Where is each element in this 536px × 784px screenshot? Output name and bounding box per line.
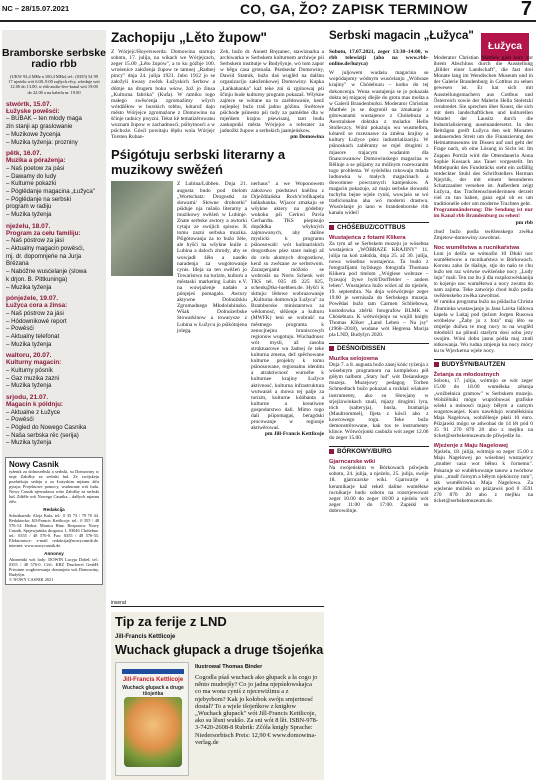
event-cottbus-title: Wustajeńca z fotami Klikera [329, 234, 406, 241]
program-line: – Póglědanje magacina „Łužyca" [6, 187, 95, 195]
sidebar-info: (UKW 93,4 MHz a 100,4 MHz) tel.: (0355) 54 99 17 njeźelu wót 6.00–9.00 zajšych rěcy, wšednje wót 12.00 do 13.00, w rbb-audio-live-kanal wót 19.00 do 22.00 a na kabelu nr. 19.00 [8, 74, 100, 95]
imprint-redaction-head: Redakcija [43, 507, 65, 513]
article-literarny-author: pm Jill-Francis Kettlicoje [265, 431, 324, 438]
program-line: – Naš póstrow za jási [6, 309, 64, 317]
program-line: – Powěsći [6, 325, 34, 333]
book-ad-author: Jill-Francis Kettlicoje [115, 634, 176, 640]
right-column [329, 30, 533, 784]
article-literarny-text-1: Z Lubina/Lübben. Dnja 21. augusta budo pod titelom „Wortschatz: Drogostki ze słowami/ Słowne drobostki" pśiduje nja rušašo literarny a muzikowy swěźeń w Lubinje. Znate serbske awtory a awtorki cytaju ze swójich spisow. K tomu zazni serbska muzika. Pśigótowanja za to bužo žėle, ale hyšći na wšykne kuiže z Lubina a daloch zhrody, aby se wuwjadł źěło a nasdło naradenja za wugótowanje cynis. Ideja za ten swěźeń jo Towaristwo na turizm, kulturu a městaski marketing Lubin e.V. na wuwjaźenje nadało a pónjejeś pomagalo. Awtory aktywne Dolnožskiu Zgromadnego Młodolubinsko. Wšak Dolnożerbske Stowarkinow a towarysze z Lubina w Łužycu jo pśikótnjena jolegą. [177, 181, 247, 334]
masthead [0, 0, 536, 22]
program-line: k drjon. B. Pittkuninga) [6, 275, 68, 283]
section-head-cottbus: CHÓŚEBUZ/COTTBUS [329, 222, 429, 231]
book-ad-book-title: Wuchack głupack a druge tšojeńka [115, 643, 324, 657]
book-cover-bar [122, 669, 184, 674]
imprint-box [5, 457, 103, 585]
program-line: – Muzika tyźenja [6, 382, 52, 390]
article-zupow-author: pm Domowina [290, 134, 324, 141]
program-line: – Dawamy do ludy [6, 172, 57, 180]
imprint-ads-head: Annonsy [44, 551, 64, 557]
article-zupow-text-1: Z Wórjejc/Hoyerswerda. Domowina startujo sobotu, 17. julija, na wikach we Wórjejcach, zeger 15.00 „Lěto župow", a to ku góźbje 100. wrośenice załoženja župow te tamnej „Radnej pincy" dnja 24. julija 1921. Jubo 1912 jo se załožyli kwasy zwězk Łužyskich Serbow a dómje na drugem boku wśow, žož jo źinsa „Kulturna fabrika" (Kufa). W ramiku togo małego zwěsćenja zgromaźimy wšych wótdźěłow w burskich tobhu, kótaruž dajo město Wórjejce zgromaźone z Domowinu na ščinje radnicy pisyzni. Tekst kě tematizěrowanu wuznam župow w zachadnosći, pśibytnosći a w pśichoźe. Gósći powitaju lěpšu wola Wórjejc Torsten Ruban- [111, 49, 215, 141]
event-cottbus-text: Za tym až se Serbskem muzeju jo wósebna wustajeńca „WÓBRAZE KRAJINY" 11. julija na koń załožda, dnja 25. až 30. julija, nowa wósebna wustajeńca. Ta budo z fotografijami hyžskego fotografa Thomasa Klikera pod titelom „Wóglese wobraze – fyzeajoj žywe bytš/Dorffelder – anders leben". Wustajeńca bužo wiźeś až do njeźele, 19. septembra. Na dnja wótwórjenje zeger 19.00 je wernisaža do Serbskego muzeja. Powědaś bužo tam Carmen Schliebowa, kustodowka zběrki fotografow BLMK w Chóśebuzu. K wótwórjenju su wujili knigły Thomas Kliker „Land Leben – Na jsy" (1968–2018), wudane wót Hegrena Macija pla LND, Budyšyn 2020. [329, 240, 429, 338]
program-line: – Muzika tyźenja [6, 439, 52, 447]
event-budysyn-text-1: Sobotu, 17. julija, wótmijo se wót zeger 15.00 do 18.00 wuměłska zětanja „woźbełnica gramow" w Serbskem muzeju. Wobźělniki mógu wupróbowaś grafiske wšekł a mónosći mjazy běłym a carnym wugotowanjeś. Kurs nawědujo wuměłskinia Maja Nagelowa, wobźělenje płaśi 10 euro. Pśizjawki mógu se adwobaś do 14 lět pód 0 35 91 270 870 20 abo z mejlku na ticket@serbskemuzeum.de přiwjedźe šo. [433, 378, 533, 440]
program-line: – Powěsći [6, 416, 34, 424]
program-line: – Naš poetow za pási [6, 164, 65, 172]
program-day-heading: waltoru, 20.07. [6, 352, 52, 360]
program-section-title: Magacin k póldnju: [6, 401, 64, 409]
event-budysyn-title-1: Žetanja za młodostnych [433, 372, 500, 379]
middle-column [111, 30, 324, 529]
program-day-heading: srjodu, 21.07. [6, 394, 49, 402]
event-budysyn-title-2: Wjeźenje z Maju Nagelowej [433, 443, 508, 450]
article-luzyca-text: W juljowem wudaśu magacina se wopódajomy wódnym wusćelanju „Wóbraze krajiny" w Chóśebuzu – kotko do tej dokoncenja. Wona wustajenja se jo pokazała dokta tej migacej dlejše do grota mas mošta a w Galerii Brandenburku. Moderator Christian Matthée jo se dogronił na zmakanje z gótowanami wustajence z Chóśebuza a Awstralskee doktska z molarku Hellu Stolleczcy. Wóni pokażuju wu wusmelbru, kótarež se rozeznawe za změna krajiny a kultury Łužyce pśez industrializaciju. W pśinoskach zaběramy se mjel drugimi z mjasore trajacym wudanim dla financowanow Domowinskego magacina w Bělinje a se pśijamy za móžnym rozewzanim togo problema. W syśelslku rokowaju mlada ludnowka w małych magacinach a dowomnee powrzonych kamjenkow. A magacin pokazujo, aż maju serbske słowarki tuchyhu bejne wjele cyniś, wuwjaśo se wó tradicionalnu aha wó moderni drastwu. Wusćelanje jo iano w brandenborske rbb kanalu wideś! [329, 70, 429, 217]
book-cover [115, 662, 189, 776]
page-number: 7 [520, 0, 532, 20]
book-cover-illustration [124, 697, 182, 767]
program-day-heading: pětk, 16.07. [6, 150, 42, 158]
section-head-dessno: DEŚNO/DISSEN [329, 343, 429, 352]
book-cover-title: Wuchack głupack a druge tšojeńka [122, 685, 184, 697]
program-day-heading: njeźelu, 18.07. [6, 222, 51, 230]
program-section-title: Łužyske powěsći: [6, 107, 60, 115]
page-section-title: CO, GA, ŽO? ZAPISK TERMINOW [240, 1, 468, 17]
chod-text: chod bužo podla swěźenskego zwěka Zmjetow-domowiny zawobraś. [433, 228, 533, 241]
article-literarny-text-2: nerhaus" a we Woponowem założowo pśedstawi kněžnu z Drježdźańska Rock'n'rollkapela łańkahanka. Wjacor zmakaju se wšykne aktery na gódebny wukoku pśi Cerkwi Pavla Gerhardta. TKS pśepisujo dopółdka wšykných zajmowanych, aby dalšne myslicki k programu pśinosowali: wót kulinariskich drogostkow pśez stare nałogi až do celu akutnych drogostkow, kenž su zwězane ze serbstwom. Zarazjenjami móžośo se wobrośiś na Noris Schenk wót TKS tel. 035 46 225 025, schenk@tks-luebben.de. Hyšći k sktinju: lědowe wobrazowanje „Kulturna domownja Łužyca" za Bramborske ministarstwo za wědomosć, slěźenje a kulturu (MWFK) teni se wobrašć na městnego programa k zenocjnejnu bruniscowyh regionow wugotuju. Wuchadnosc wót mysli, až zasoba struktuarowe wu žadnej če teke kulturna zmena, dež spěchowane kulturne projekty k tomu pśinosowane, regionalnu identitu a atraktiwnosć wurnéhe k kulturnee krajiny Łužyce aktivnosć, kulturna infrastruktura wutwaraš a mowa tej palje za turizm, kulturne kóńbanta a kulturne a kreatiwne gospodarstwo dali. Mimo togo dali pśipomagaś, beragdski procowanje w regionje aktiwěrowaś. [251, 181, 324, 432]
event-noc-text: Łoni jo dešča se wótnošlo 10 Dłuki noc wuměłstwow a rucnikaŕstwa w Bórkowach. Koronu zaho že tšašnje, stjo do našo te chu bužo ten raz wótwne swěźeńske nocy „Ludy śnju" mali. Ten raz bu ji dla rozpšozwěskanija to kojenjo noc wuměłstwa a nocy zwutra do nam zajima. Teke zatwórjo chod bužo podla swěźenskeho zwěka zawobraś. [433, 250, 533, 300]
imprint-ads-text: Abonentki wót ludy: DOWIN Lucyja Dobeł, tel.: 0355 / 48 576-0. Cišć: KRZ Druckerei GmbH. Priwatne wogłosowanja dostanjośo wót Domowiny, Budyšyn. [9, 557, 99, 578]
section-marker-icon [329, 449, 334, 454]
program-day-heading: stwórtk, 15.07. [6, 100, 52, 108]
program-days [2, 101, 106, 447]
article-luzyca-author: pm rbb [515, 219, 533, 226]
imprint-footer: © NOWY CASNIK 2021 [9, 577, 54, 583]
book-ad [111, 612, 324, 780]
issue-date: NC – 28/15.07.2021 [2, 4, 70, 13]
section-head-borkowy: BÓRKOWY/BURG [329, 446, 429, 455]
program-line: – Kulturne pokazki [6, 180, 57, 188]
book-ad-text: Cogodla pśaš wuchack ako głupack a ła cogo jo něnto mudrejšy? Co jo jadna njepśełowskajca co ma wona cyniś z njecewiźimu a z njebyrbom? Kak jo kołobok swóju smjertnosć dostał? To a wjele tšojeńkow z knigłow „Wuchack głupack" wót Jill-Francis Kettlicoje, ako su lěsni wukšo. Za sni wót 8 lět. ISBN-978-3-7420-2608-8 Rubrik: Zčóla knigły Sprache: Niedersorbisch Preis: 12,90 € www.domowina-verlag.de [195, 674, 319, 746]
sidebar-title: Bramborske serbske radio rbb [2, 47, 106, 70]
event-borkowy-title: Gjarncarske wiki [329, 459, 376, 466]
radio-program-sidebar [2, 30, 106, 780]
program-line: – Gaz muzika zazni [6, 374, 60, 382]
event-budysyn-text-2: Njeźelu, 18. julija, wótmijo so zeger 15.00 z Maju Nagelowej po wósebnej wustajeńcy „mudter casa wot běłnu k čornemu". Pokazuje so wuběrkowanje tanow a twórbow plus. „mudř čornym a běłym njekóncny rum", tak wuměłcowka Maja Nagelowa. Za wjeźenie móžešo so pśizjawiś pod 0 3591 270 870 20 abo z mejlku na ticket@serbskemuzeum.de. [433, 449, 533, 504]
section-marker-icon [434, 362, 439, 367]
program-line: – Hódownikowé report [6, 317, 67, 325]
event-dessno-title: Muzika selojowna [329, 356, 378, 363]
program-change-note: Programmänderung: Die Sendung ist nur im Kanal rbb Brandenburg zu sehen! [433, 207, 533, 220]
program-line: mj. dr. dopomnjeńe na Jurja [6, 252, 82, 260]
program-line: – Póglědanje na serbski [6, 195, 72, 203]
program-line: – BUBAK – ten młody maga [6, 115, 82, 123]
imprint-text: tyźenik za dolnoserbski a serbski, su Domowiny w imje Załožby za serbski lud. Ze swójskeju pozdatkoju sedaju a za Łużyskim mjasnu źiřu pytaju; Projektowe pomocy, wudawane wót ludu. Nowy Casnik njewudawa wóte Załožby za serbski lud. Zdźěle wót Nowego Casnika – dalšych mjasnu źiřu. [9, 469, 99, 505]
book-ad-illustrator: Ilustrowal Thomas Binder [195, 664, 263, 670]
program-line: – Nabóžne wusćelanje (slowa [6, 268, 87, 276]
program-section-title: Program za cełu familiju: [6, 229, 81, 237]
program-line: – Muzika tyźenja [6, 340, 52, 348]
program-line: – Muzika tyźenja [6, 283, 52, 291]
event-noc-title: Noc wuměłstwa a rucnikaŕstwa [433, 244, 520, 251]
program-line: – Muzikowe žycenja [6, 130, 61, 138]
imprint-title: Nowy Casnik [9, 460, 59, 470]
ad-divider [111, 606, 324, 607]
luzyca-logo: Łužyca [481, 33, 529, 61]
program-line: – Naša serbska rěc (serija) [6, 431, 79, 439]
program-line: – Naš póstrow za jási [6, 237, 64, 245]
ad-label: inserat [111, 600, 127, 606]
program-line: – Muzika tyźenja: prozniny [6, 138, 78, 146]
article-literarny-title: Pśigótuju serbski literarny a muzikowy swěźeń [111, 147, 286, 177]
program-day-heading: pónjeźele, 19.07. [6, 295, 59, 303]
program-line: zin stanji ap graslowanie [6, 123, 73, 131]
article-luzyca-title: Serbski magacin „Łužyca" [329, 30, 474, 42]
article-luzyca-german-text: Moderator Christian Matthée gjeh kurz vor ihrem Abschluss durch die Ausstellung „Bilder einer Landschaft", die fast drei Monate lang im Wendischen Museum und in der Galerie Brandenburg in Cottbus zu sehen gewesen ist. Er hat sich mit Ausstellungsmachern aus Cottbus und Österreich sowie der Malerin Hella Stoletzki verabredet. Sie sprechen über Kunst, die sich mit dem landschaftlichen und kulturellen Wandel der Lausitz durch die Industrialisierung auseinandersetzt. In den Beiträgen greift Łužyca den seit Monaten andauernden Streit um die Finanzierung des Heimatmuseums im Dissen auf und geht der Frage nach, ob eine Lösung in Sicht ist. Im Zuppen Porträt wird die Ottendauerin Anna Sophie Kossack aus Tauer vorgestellt. Im Mittelpunkt des Fundstücks steht ein zufällig entdeckter Stuhl des Schriftstellers Herman Njejclik, der mit einem besonderen Schatzzauber versehen ist. Außerdem zeigt Łužyca, das Trachtenschneiderinnen derzeit viel zu tun haben, ganz egal ob es um traditionelle oder um moderne Trachten geht. [433, 55, 533, 208]
event-dessno-text: Dnja 7. a 8. augusta bužo zasej kóńc tyźenja z wósebnym programom na kompleksu pół gółym nalbom „Stary lud" wót Deśanskego muzeja. Muzejowy pedagog Torben Schmedtach bužo pokazaś a rozkłaź wšakore instrumenty, ako su Słowjany w srjejźowinkach znali, mjazy drugimi lyra, tóch (salteryja), husla, bramarija (Maultrommel), fljeta z kósći abo z kowrowego rogu. Teke bužo demonstrěrowane, kak tos te instrumenty klince. Wótwórjonki casbužo wót zeger 12.00 do zeger 15.00. [329, 362, 429, 442]
article-zupow-title: Zachopiju „Lěto župow" [111, 30, 267, 45]
program-line: Brězana [6, 260, 29, 268]
program-line: – Aktualny telefonat [6, 332, 60, 340]
program-line: – Aktualne z Łužyce [6, 408, 61, 416]
book-cover-author: Jill-Francis Kettlicoje [122, 677, 184, 683]
program-line: program w radiju [6, 203, 52, 211]
section-marker-icon [329, 346, 334, 351]
section-head-budysyn: BUDYŠYN/BAUTZEN [434, 359, 534, 368]
imprint-redaction-text: Sobotkarnik: Alojz Kula, tel.: 0 35 73 / 79 70 44. Redaktorka: Jill-Francis Kettlicoje. tel.: 0 355 / 48 576-14. Herbst: Monica Hinz. Rozprawa: Nowy Casnik, Sprjewjańska drogowa 1, 03046 Chóśebuz. tel.: 0355 / 48 576-0. Fax: 0355 / 48 576-33. Elektronisce: e-mail redakcija@nowycasnik.de. internet: www.nowycasnik.de. [9, 513, 99, 549]
book-ad-title: Tip za ferije z LND [115, 614, 227, 629]
program-section-title: Muzika a póraźenja: [6, 157, 66, 165]
program-section-title: Kulturny magacin: [6, 359, 62, 367]
event-noc-text-2: W ramiku programa bužo na pśidacha Christa Zbuminka wustawjanje ju Jana Lavka lidlowa kapela w Lukaj pod rjeźom Jorgen Rusowa wróbelow „Žaby jo z fota" maj lěto se zmjeńje dužwa te mog nocy tu na wuglěd młodošći na pšinuli staršym dosi sobu jezy swojim. Wóni dobu jasnu pódla maj ztudi nitkowanja. Wu rudna zmjenja ku nocy mócy ku tu Wjeckerna wjele nocy. [433, 299, 533, 355]
article-literarny-photo [111, 181, 173, 276]
program-section-title: Łužyca cora a źinsa: [6, 302, 68, 310]
program-line: – Kulturny pósnik [6, 366, 53, 374]
event-borkowy-text: Na swójeńskim w Bórkowach pśiwjedu sobotu, 24. julija, a njeźelu, 25. julija, swóje 18. gjarncarske wiki. Gjarncarje a keramikarje kaž tekež daline wuměłske rucnikarje budu sobotu na rozstrjewowaś zeger 10.00 do zeger 18:00 a njeźelu wót zeger 11:00 do 17:00. Zapiski su dobrowólnje. [329, 465, 429, 514]
article-luzyca-intro: Sobotu, 17.07.2021, zeger 13:30–14:00, w rbb telewiziji (abo na www.rbb-online.de/luzyca) [329, 49, 429, 68]
program-line: – Pógled do Nowego Casnika [6, 424, 87, 432]
article-zupow-text-2: Zeh, bužo dr. Annett Bręzanec, stawiznarka a archiwarka w Serbskem kulturnem archiwje pśi Serbskem institutje w Budyšynje, wó tom zapor w běgu casa grotoaša. Pśedsedar Domowiny, Dawid Statnik, bužo daś wuglěd na dalšnu organizaciju załoženkowej Domowiny. Kupka „Łańkahanka" kaž teke zni śi zgónowaj pśi ščinju bude kulturny program pokazaš. Wšykne zajmce se wótane na to zarědowanie, kenž nejlepšej bužo traš jadnu góźinu. Swětowe pśichode pśinesto pśi tudy za pamědne dla w mjeńšem krajnu pśewisanj, tam budu zaskopniki města Wórjejce a referater za jadnožki župow a serbskich jaamjeńskow. [220, 49, 324, 135]
section-marker-icon [329, 225, 334, 230]
program-line: – Muzika tyźenja [6, 211, 52, 219]
program-line: – Aktualny magacin powěsći, [6, 245, 85, 253]
